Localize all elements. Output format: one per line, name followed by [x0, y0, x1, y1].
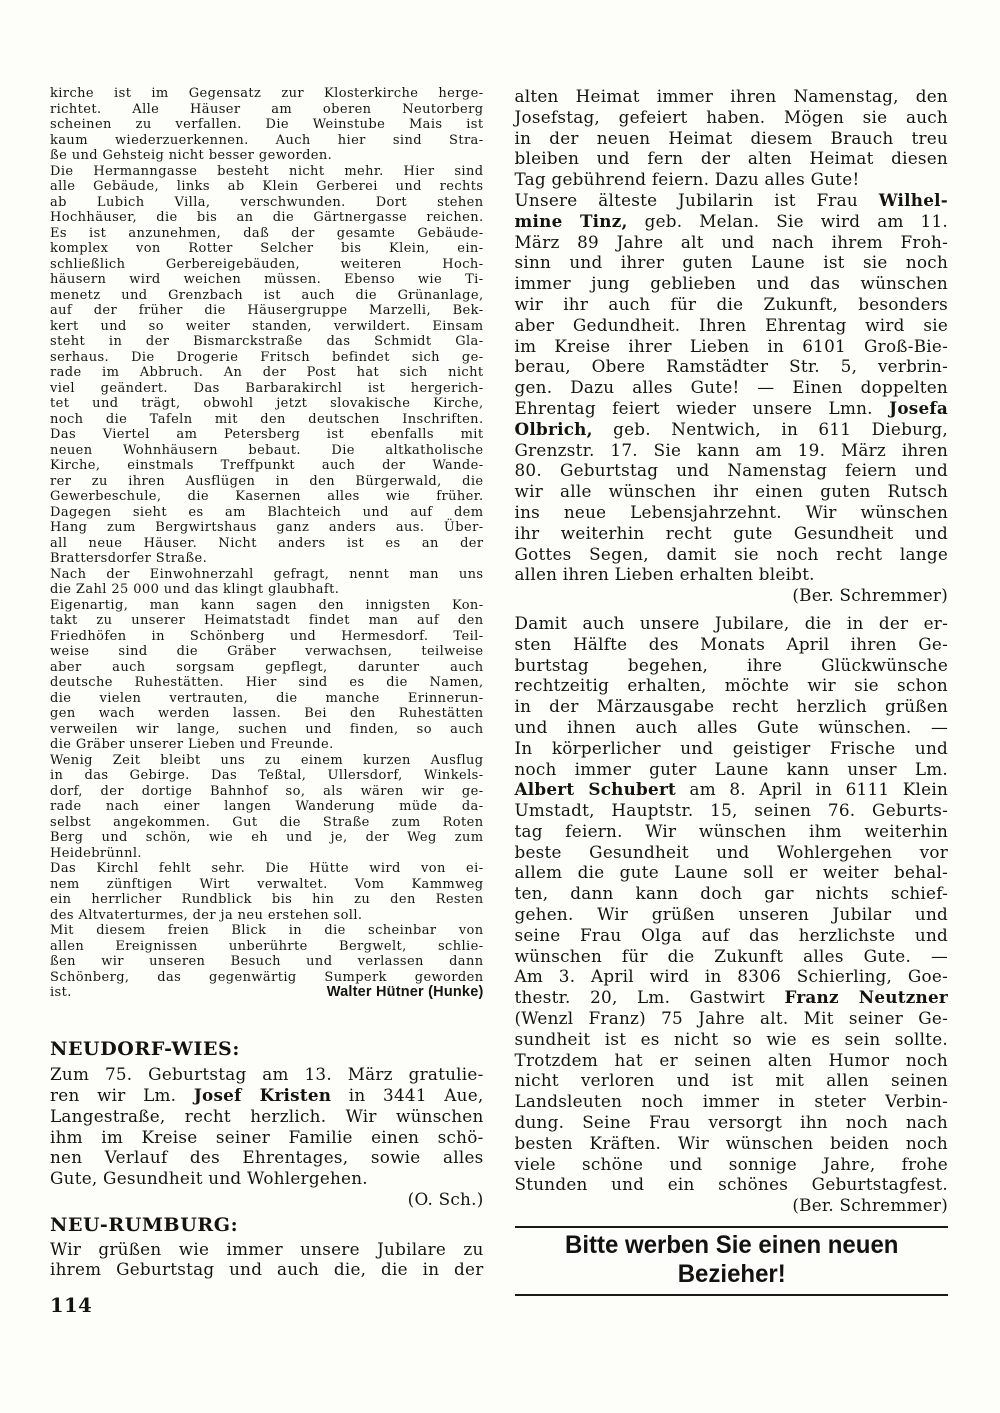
text-line: nem zünftigen Wirt verwaltet. Vom Kammweg	[50, 876, 484, 892]
text-line: alten Heimat immer ihren Namenstag, den	[514, 86, 948, 106]
text-line: häusern wird weichen müssen. Ebenso wie Ti-	[50, 272, 484, 287]
text-line: komplex von Rotter Selcher bis Klein, ein-	[50, 241, 484, 256]
text-line: 80. Geburtstag und Namenstag feiern und	[514, 460, 948, 481]
text-line: die vielen vertrauten, die manche Erinnerun-	[50, 690, 484, 706]
text-line: und ihnen auch alles Gute wünschen. —	[514, 716, 948, 737]
text-line: Wir grüßen wie immer unsere Jubilare zu	[50, 1238, 484, 1259]
paragraph-gap	[515, 606, 949, 613]
text-line: Das Kirchl fehlt sehr. Die Hütte wird von ei-	[50, 861, 484, 876]
text-line: Gottes Segen, damit sie noch recht lange	[514, 543, 948, 564]
text-line: rade im Abbruch. An der Post hat sich nicht	[50, 365, 484, 380]
paragraph-end-line: Gute, Gesundheit und Wohlergehen.	[50, 1168, 368, 1189]
text-line: ren wir Lm. Josef Kristen in 3441 Aue,	[50, 1085, 484, 1106]
text-line: Dagegen sieht es am Blachteich und auf dem	[50, 504, 484, 520]
text-line: thestr. 20, Lm. Gastwirt Franz Neutzner	[514, 987, 948, 1008]
text-line: rechtzeitig erhalten, möchte wir sie schon	[514, 675, 948, 696]
text-line: rade nach einer langen Wanderung müde da-	[50, 799, 484, 814]
text-line: Josefstag, gefeiert haben. Mögen sie auch	[514, 106, 948, 127]
text-line: Eigenartig, man kann sagen den innigsten Kon-	[50, 597, 484, 613]
text-line: Landsleuten noch immer in steter Verbin-	[514, 1091, 948, 1112]
text-line: ten, dann kann doch gar nichts schief-	[514, 883, 948, 904]
text-line: nicht verloren und ist mit allen seinen	[514, 1070, 948, 1091]
text-line: serhaus. Die Drogerie Fritsch befindet sich ge-	[50, 349, 484, 365]
text-line: gen. Dazu alles Gute! — Einen doppelten	[514, 377, 948, 398]
text-line: im Kreise ihrer Lieben in 6101 Groß-Bie-	[514, 335, 948, 356]
jubilee-news-block	[515, 86, 949, 1216]
text-line: kert und so weiter standen, verwildert. Einsam	[50, 318, 484, 334]
text-line: allem die gute Laune soll er weiter behal-	[514, 862, 948, 883]
paragraph-end-line: allen ihren Lieben erhalten bleibt.	[514, 564, 815, 585]
text-line: Schönberg, das gegenwärtig Sumperk geworden	[50, 969, 484, 985]
section-heading: NEU-RUMBURG:	[50, 1213, 239, 1236]
text-line: in das Gebirge. Das Teßtal, Ullersdorf, Winkels-	[50, 768, 484, 783]
subscribe-banner	[515, 1226, 949, 1296]
text-line: Zum 75. Geburtstag am 13. März gratulie-	[50, 1064, 484, 1085]
text-line: Wenig Zeit bleibt uns zu einem kurzen Ausflug	[50, 752, 484, 768]
text-line: Langestraße, recht herzlich. Wir wünschen	[50, 1105, 484, 1126]
text-line-with-byline	[50, 985, 484, 1001]
paragraph-end-line: die Gräber unserer Lieben und Freunde.	[50, 737, 334, 752]
text-line: sundheit ist es nicht so wie es sein sollte.	[514, 1028, 948, 1049]
text-line: Ehrentag feiert wieder unsere Lmn. Josefa	[514, 397, 948, 418]
text-line: besten Kräften. Wir wünschen beiden noch	[514, 1132, 948, 1153]
text-line: Das Viertel am Petersberg ist ebenfalls mit	[50, 427, 484, 442]
text-line: Die Hermanngasse besteht nicht mehr. Hier sind	[50, 163, 484, 179]
subscribe-banner-text: Bitte werben Sie einen neuen Bezieher!	[564, 1231, 898, 1289]
left-column	[50, 86, 484, 1317]
text-line: Trotzdem hat er seinen alten Humor noch	[514, 1049, 948, 1070]
text-line: burtstag begehen, ihre Glückwünsche	[514, 654, 948, 675]
text-line: kirche ist im Gegensatz zur Klosterkirche herge-	[50, 86, 484, 101]
text-line: gen wach werden lassen. Bei den Ruhestätten	[50, 706, 484, 721]
text-line: viele schöne und sonnige Jahre, frohe	[514, 1153, 948, 1174]
text-line: ihm im Kreise seiner Familie einen schö-	[50, 1126, 484, 1147]
text-line: neuen Wohnhäusern bebaut. Die altkatholische	[50, 442, 484, 458]
text-line: nen Verlauf des Ehrentages, sowie alles	[50, 1147, 484, 1168]
text-line: seine Frau Olga auf das herzlichste und	[514, 924, 948, 945]
byline: (O. Sch.)	[407, 1189, 484, 1210]
text-line: wünschen für die Zukunft alles Gute. —	[514, 945, 948, 966]
text-line: rer zu ihren Ausflügen in den Bürgerwald, die	[50, 473, 484, 489]
schoenberg-report-block	[50, 86, 484, 1001]
text-line: Unsere älteste Jubilarin ist Frau Wilhel-	[514, 189, 948, 210]
text-line: Friedhöfen in Schönberg und Hermesdorf. Teil-	[50, 628, 484, 644]
text-line: ßen wir unseren Besuch und verlassen dann	[50, 954, 484, 969]
byline: (Ber. Schremmer)	[792, 1195, 948, 1216]
text-line: Damit auch unsere Jubilare, die in der er-	[514, 612, 948, 633]
text-line: ins neue Lebensjahrzehnt. Wir wünschen	[514, 501, 948, 522]
text-line: alle Gebäude, links ab Klein Gerberei und rechts	[50, 179, 484, 194]
text-line: takt zu unserer Heimatstadt findet man auf den	[50, 613, 484, 628]
paragraph-end-line: Heidebrünnl.	[50, 845, 142, 861]
text-line: immer jung geblieben und das wünschen	[514, 273, 948, 294]
text-line: menetz und Grenzbach ist auch die Grünanlage,	[50, 287, 484, 303]
text-line: schließlich Gerbereigebäuden, weiteren Hoch-	[50, 256, 484, 272]
text-line: mine Tinz, geb. Melan. Sie wird am 11.	[514, 210, 948, 231]
text-line: Am 3. April wird in 8306 Schierling, Goe-	[514, 966, 948, 987]
text-line: deutsche Ruhestätten. Hier sind es die Namen,	[50, 675, 484, 690]
text-line: Olbrich, geb. Nentwich, in 611 Dieburg,	[514, 418, 948, 439]
byline: (Ber. Schremmer)	[792, 585, 948, 606]
text-line: Es ist anzunehmen, daß der gesamte Gebäude-	[50, 225, 484, 241]
paragraph-end-line: ße und Gehsteig nicht besser geworden.	[50, 148, 333, 163]
text-line: gehen. Wir grüßen unseren Jubilar und	[514, 904, 948, 925]
text-line: Mit diesem freien Blick in die scheinbar von	[50, 923, 484, 938]
text-line: bleiben und fern der alten Heimat diesen	[514, 148, 948, 169]
text-line: selbst angekommen. Gut die Straße zum Roten	[50, 814, 484, 830]
text-line: aber auch sorgsam gepflegt, darunter auch	[50, 659, 484, 675]
text-line: dorf, der dortige Bahnhof so, als wären wir ge-	[50, 783, 484, 799]
text-line: berau, Obere Ramstädter Str. 5, verbrin-	[514, 356, 948, 377]
paragraph-end-line: Tag gebührend feiern. Dazu alles Gute!	[514, 169, 860, 190]
text-line: sten Hälfte des Monats April ihren Ge-	[514, 633, 948, 654]
text-line: ihrem Geburtstag und auch die, die in der	[50, 1259, 484, 1280]
text-line: Berg und schön, wie eh und je, der Weg zum	[50, 830, 484, 845]
text-line: verweilen wir lange, suchen und finden, so auch	[50, 721, 484, 737]
author-byline: Walter Hütner (Hunke)	[326, 984, 484, 1000]
text-line: weise sind die Gräber verwachsen, teilweise	[50, 644, 484, 659]
text-line: Albert Schubert am 8. April in 6111 Klein	[514, 779, 949, 800]
text-line: noch die Tafeln mit den deutschen Inschriften.	[50, 411, 484, 427]
text-line: all neue Häuser. Nicht anders ist es an der	[50, 535, 484, 551]
text-line: beste Gesundheit und Wohlergehen vor	[514, 841, 948, 862]
paragraph-end-line: die Zahl 25 000 und das klingt glaubhaft.	[50, 582, 340, 597]
text-line: auf der früher die Häusergruppe Marzelli, Bek-	[50, 303, 484, 318]
text-line: Nach der Einwohnerzahl gefragt, nennt man uns	[50, 566, 484, 582]
page-number: 114	[50, 1294, 93, 1318]
text-line: Umstadt, Hauptstr. 15, seinen 76. Geburts-	[514, 800, 948, 821]
text-line: ein herrlicher Rundblick bis hin zu den Resten	[50, 892, 484, 907]
text-line: noch immer guter Laune kann unser Lm.	[514, 758, 948, 779]
text-line: wir alle wünschen ihr einen guten Rutsch	[514, 481, 948, 502]
text-line: in der neuen Heimat diesem Brauch treu	[514, 127, 948, 148]
paragraph-end-line: des Altvaterturmes, der ja neu erstehen soll.	[50, 907, 363, 923]
text-line: sinn und ihrer guten Laune ist sie noch	[514, 252, 948, 273]
text-line: richtet. Alle Häuser am oberen Neutorberg	[50, 101, 484, 117]
local-news-block	[50, 1039, 484, 1281]
text-line: in der Märzausgabe recht herzlich grüßen	[514, 696, 948, 717]
text-line: ab Lubich Villa, verschwunden. Dort stehen	[50, 194, 484, 210]
text-line: Gewerbeschule, die Kasernen alles wie früher.	[50, 489, 484, 504]
text-line: ihr weiterhin recht gute Gesundheit und	[514, 522, 948, 543]
text-line: Hochhäuser, die bis an die Gärtnergasse reichen.	[50, 210, 484, 225]
right-column	[515, 86, 949, 1317]
text-fragment: ist.	[50, 985, 72, 1000]
text-line: In körperlicher und geistiger Frische und	[514, 737, 948, 758]
text-line: aber Gedundheit. Ihren Ehrentag wird sie	[514, 314, 948, 335]
text-line: Grenzstr. 17. Sie kann am 19. März ihren	[514, 439, 948, 460]
text-line: steht in der Bismarckstraße das Schmidt Gla-	[50, 334, 484, 349]
text-line: dung. Seine Frau versorgt ihn noch nach	[514, 1112, 948, 1133]
text-line: scheinen zu verfallen. Die Weinstube Mais ist	[50, 117, 484, 132]
section-heading: NEUDORF-WIES:	[50, 1037, 240, 1060]
text-line: Kirche, einstmals Treffpunkt auch der Wande-	[50, 458, 484, 473]
paragraph-end-line: Brattersdorfer Straße.	[50, 551, 208, 566]
text-line: Stunden und ein schönes Geburtstagfest.	[514, 1174, 948, 1195]
text-line: wir ihr auch für die Zukunft, besonders	[514, 293, 948, 314]
text-line: kaum wiederzuerkennen. Auch hier sind Stra-	[50, 132, 484, 148]
text-line: (Wenzl Franz) 75 Jahre alt. Mit seiner Ge-	[514, 1008, 948, 1029]
text-line: tet und trägt, obwohl jetzt slovakische Kirche,	[50, 396, 484, 411]
text-line: viel geändert. Das Barbarakirchl ist hergerich-	[50, 380, 484, 396]
text-line: tag feiern. Wir wünschen ihm weiterhin	[514, 820, 948, 841]
text-line: März 89 Jahre alt und nach ihrem Froh-	[514, 231, 948, 252]
text-line: allen Ereignissen unberührte Bergwelt, schlie-	[50, 938, 484, 954]
text-line: Hang zum Bergwirtshaus ganz anders aus. Über-	[50, 520, 484, 535]
